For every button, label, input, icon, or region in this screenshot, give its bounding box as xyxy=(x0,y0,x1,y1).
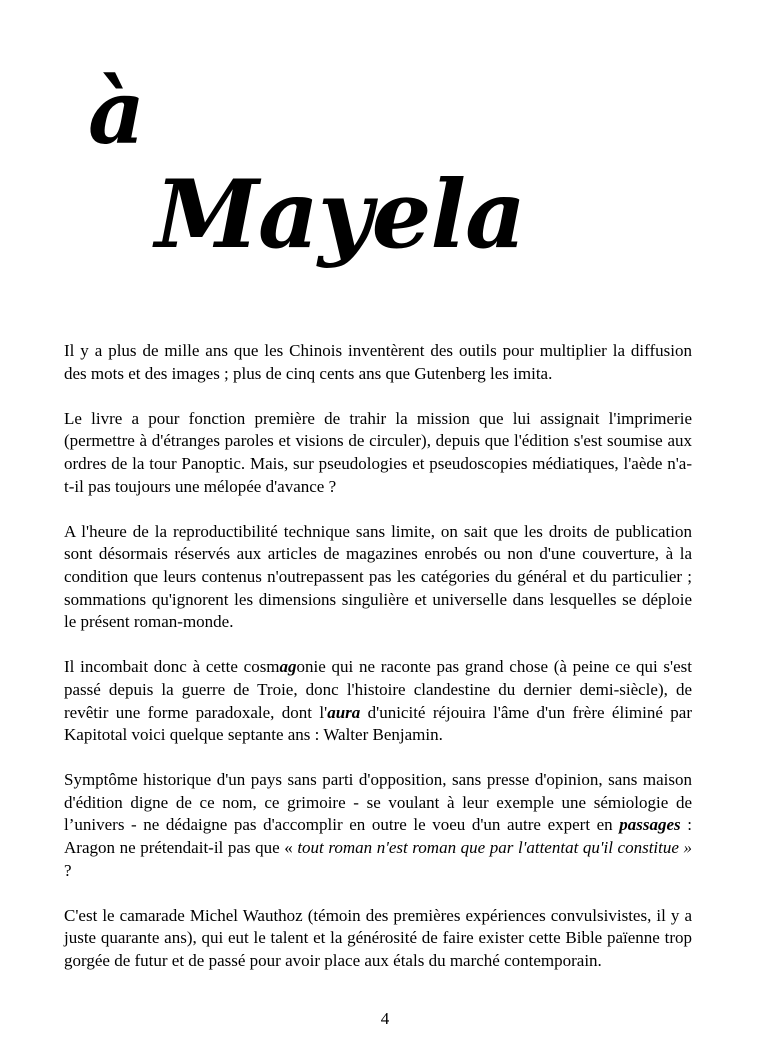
dedication-line-mayela: Mayela xyxy=(155,160,525,270)
paragraph-5-emph-passages: passages xyxy=(619,815,681,835)
paragraph-5-part2: : Aragon ne prétendait-il pas que « xyxy=(64,815,692,858)
paragraph-2: Le livre a pour fonction première de trahir la mission que lui assignait l'imprimerie (permettre à d'étranges paroles et visions de circuler), depuis que l'édition s'est soumise aux ordres de la tour Panoptic. Mais, sur pseudologies et pseudoscopies médiatiques, l'aède n'a-t-il pas toujours une mélopée d'avance ? xyxy=(64,408,692,496)
page-number: 4 xyxy=(380,1009,390,1028)
paragraph-4-part2: onie qui ne raconte pas grand chose (à peine ce qui s'est passé depuis la guerre de Troie, donc l'histoire clandestine du dernier demi-siècle), de revêtir une forme paradoxale, dont l' xyxy=(64,657,692,722)
paragraph-4-part3: d'unicité réjouira l'âme d'un frère éliminé par Kapitotal voici quelque septante ans : Walter Benjamin. xyxy=(64,702,692,745)
paragraph-5-quote: tout roman n'est roman que par l'attentat qu'il constitue » xyxy=(297,838,693,858)
paragraph-3: A l'heure de la reproductibilité technique sans limite, on sait que les droits de publication sont désormais réservés aux articles de magazines enrobés ou non d'une couverture, à la condition que leurs contenus n'outrepassent pas les catégories du général et du particulier ; sommations qu'ignorent les dimensions singulière et universelle dans lesquelles se déploie le présent roman-monde. xyxy=(64,521,692,632)
paragraph-5-part1: Symptôme historique d'un pays sans parti d'opposition, sans presse d'opinion, sans maison d'édition digne de ce nom, ce grimoire - se voulant à leur exemple une sémiologie de l’univers - ne dédaigne pas d'accomplir en outre le voeu d'un autre expert en xyxy=(64,770,692,835)
dedication-line-a: à xyxy=(88,60,146,164)
body-text xyxy=(64,340,692,973)
paragraph-5-part3: ? xyxy=(64,860,72,880)
paragraph-6: C'est le camarade Michel Wauthoz (témoin des premières expériences convulsivistes, il y a juste quarante ans), qui eut le talent et la générosité de faire exister cette Bible païenne trop gorgée de futur et de passé pour avoir place aux étals du marché contemporain. xyxy=(64,905,692,971)
paragraph-1: Il y a plus de mille ans que les Chinois inventèrent des outils pour multiplier la diffusion des mots et des images ; plus de cinq cents ans que Gutenberg les imita. xyxy=(64,341,692,383)
paragraph-4 xyxy=(64,656,692,746)
paragraph-4-emph-aura: aura xyxy=(327,702,361,722)
paragraph-4-part1: Il incombait donc à cette cosm xyxy=(64,657,280,677)
paragraph-5 xyxy=(64,769,692,882)
paragraph-4-emph-ag: ag xyxy=(279,657,297,677)
